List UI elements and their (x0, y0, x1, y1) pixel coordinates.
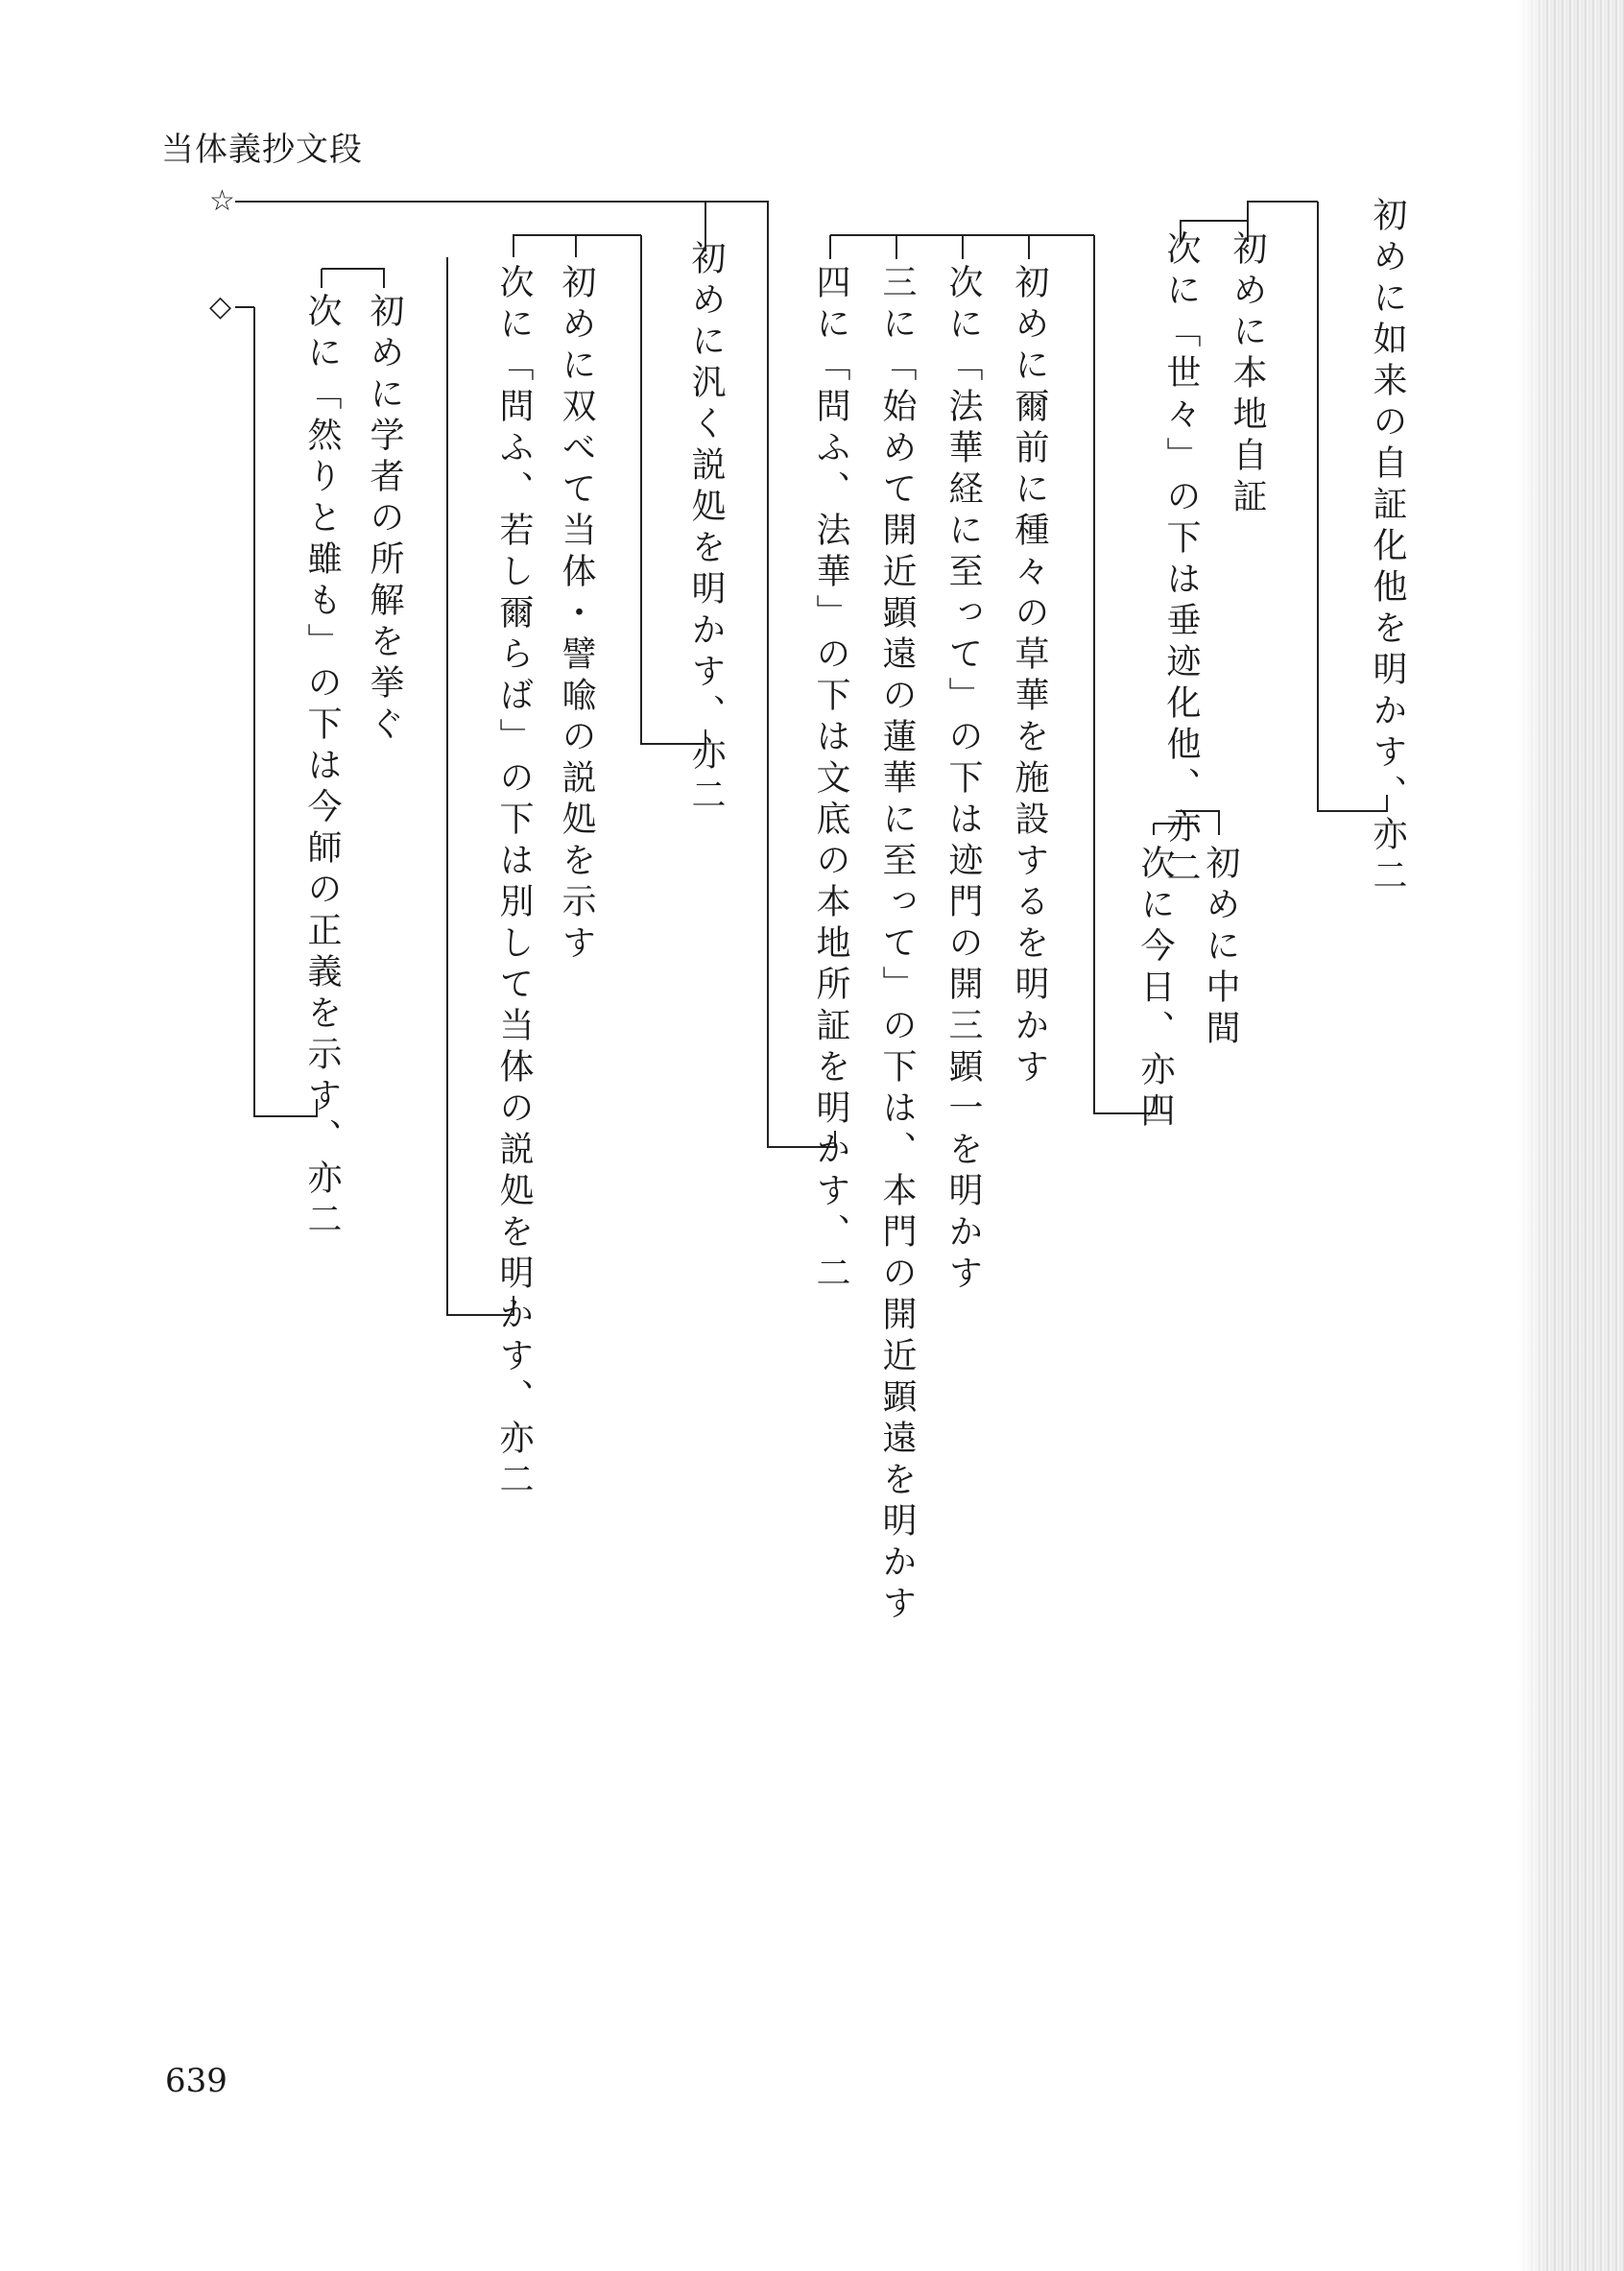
page-number: 639 (165, 2062, 227, 2100)
outline-item-a1: 初めに本地自証 (1228, 230, 1267, 519)
running-header: 当体義抄文段 (161, 131, 363, 169)
outline-item-a2-sub2: 次に今日、亦四 (1135, 845, 1175, 1134)
outline-item-d3: 三に「始めて開近顕遠の蓮華に至って」の下は、本門の開近顕遠を明かす (877, 264, 917, 1626)
outline-item-d4: 四に「問ふ、法華」の下は文底の本地所証を明かす、二 (811, 264, 850, 1296)
outline-item-star-1b: 次に「問ふ、若し爾らば」の下は別して当体の説処を明かす、亦二 (494, 264, 534, 1502)
outline-item-star-1a: 初めに双べて当体・譬喩の説処を示す (557, 264, 596, 966)
diamond-marker-icon: ◇ (209, 290, 232, 323)
outline-item-a2: 次に「世々」の下は垂迹化他、亦二 (1161, 230, 1201, 891)
outline-item-intro: 初めに如来の自証化他を明かす、亦二 (1368, 197, 1407, 898)
outline-item-d2: 次に「法華経に至って」の下は迹門の開三顕一を明かす (943, 264, 983, 1296)
outline-item-star-1: 初めに汎く説処を明かす、亦二 (686, 240, 726, 818)
outline-item-diamond-2: 次に「然りと雖も」の下は今師の正義を示す、亦二 (302, 293, 342, 1242)
outline-item-diamond-1: 初めに学者の所解を挙ぐ (365, 293, 404, 747)
star-marker-icon: ☆ (209, 184, 235, 218)
outline-item-a2-sub1: 初めに中間 (1201, 845, 1240, 1051)
outline-item-d1: 初めに爾前に種々の草華を施設するを明かす (1010, 264, 1049, 1089)
